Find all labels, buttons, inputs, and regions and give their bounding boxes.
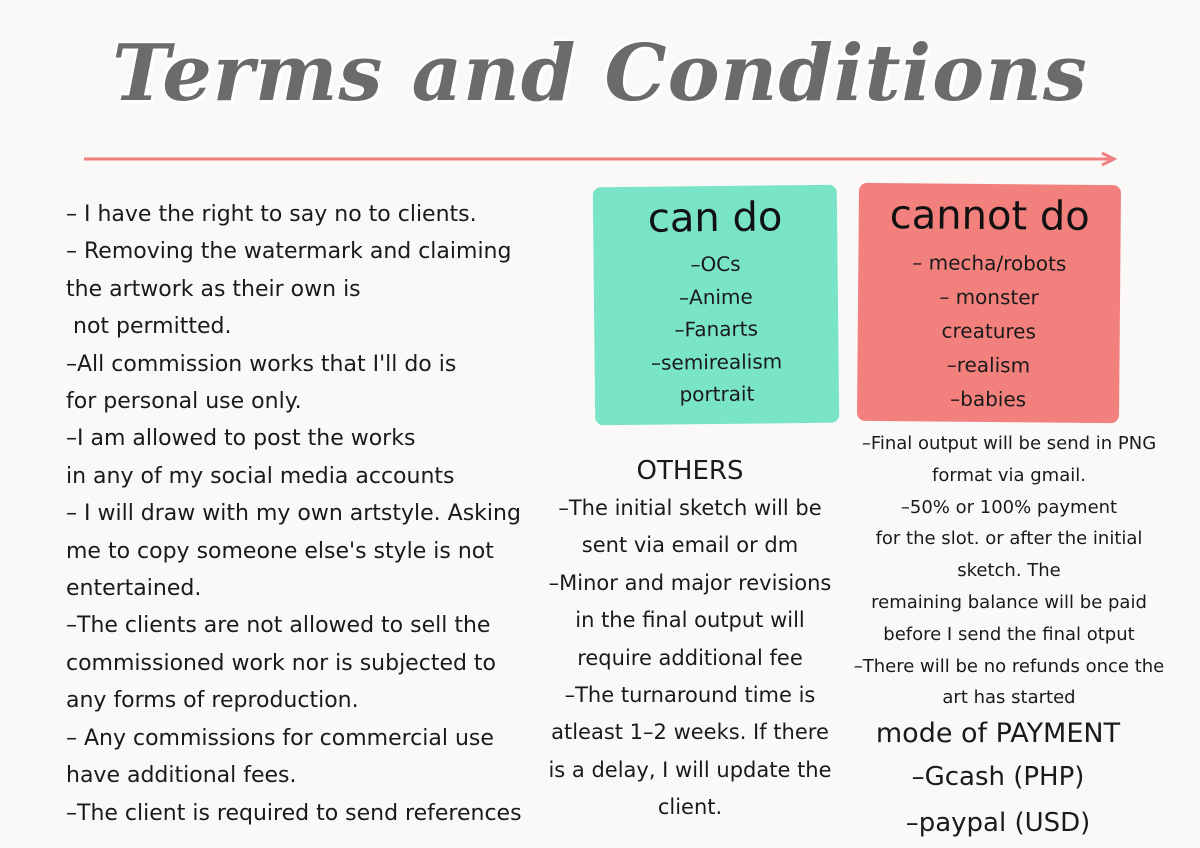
- term-line: commissioned work nor is subjected to: [66, 650, 497, 676]
- cannot-do-item: –realism: [946, 352, 1031, 378]
- term-line: for personal use only.: [66, 389, 302, 415]
- output-notes: [846, 428, 1172, 714]
- others-line: require additional fee: [577, 645, 803, 670]
- page-title: Terms and Conditions: [112, 28, 1088, 119]
- payment-method: –paypal (USD): [905, 808, 1091, 838]
- can-do-heading: can do: [647, 194, 783, 242]
- term-line: in any of my social media accounts: [66, 463, 455, 489]
- can-do-box: [593, 185, 839, 426]
- output-note-line: art has started: [942, 687, 1076, 709]
- term-line: – I will draw with my own artstyle. Asking: [66, 501, 521, 527]
- others-line: –The initial sketch will be: [558, 496, 822, 520]
- others-line: –The turnaround time is: [564, 683, 816, 708]
- can-do-item: –semirealism: [650, 348, 783, 375]
- others-line: client.: [657, 795, 723, 820]
- output-note-line: –50% or 100% payment: [900, 496, 1118, 518]
- output-note-line: for the slot. or after the initial: [875, 528, 1143, 550]
- term-line: entertained.: [66, 576, 202, 602]
- terms-list: [66, 196, 546, 832]
- can-do-item: –Anime: [678, 284, 753, 309]
- others-line: –Minor and major revisions: [548, 570, 832, 595]
- term-line: – I have the right to say no to clients.: [66, 202, 477, 227]
- term-line: –The client is required to send references: [66, 800, 522, 826]
- cannot-do-box: [857, 183, 1121, 423]
- output-note-line: before I send the final otput: [883, 623, 1135, 645]
- others-line: sent via email or dm: [581, 533, 799, 558]
- payment-section: [850, 714, 1146, 846]
- can-do-item: –OCs: [690, 251, 741, 277]
- cannot-do-item: – monster: [939, 284, 1039, 310]
- payment-method: –Gcash (PHP): [911, 762, 1085, 792]
- cannot-do-heading: cannot do: [889, 192, 1090, 240]
- cannot-do-item: creatures: [941, 318, 1037, 344]
- term-line: not permitted.: [66, 314, 232, 340]
- others-line: atleast 1–2 weeks. If there: [551, 720, 829, 745]
- term-line: the artwork as their own is: [66, 276, 361, 302]
- term-line: any forms of reproduction.: [66, 688, 359, 714]
- term-line: –The clients are not allowed to sell the: [66, 613, 491, 639]
- output-note-line: format via gmail.: [932, 464, 1086, 486]
- can-do-item: portrait: [679, 381, 755, 407]
- term-line: – Any commissions for commercial use: [66, 725, 494, 751]
- output-note-line: remaining balance will be paid: [871, 591, 1147, 613]
- term-line: have additional fees.: [66, 763, 297, 789]
- cannot-do-item: – mecha/robots: [912, 250, 1067, 276]
- term-line: – Removing the watermark and claiming: [66, 239, 512, 265]
- output-note-line: –Final output will be send in PNG: [861, 433, 1157, 454]
- others-line: in the final output will: [575, 608, 805, 633]
- others-line: is a delay, I will update the: [548, 757, 832, 782]
- term-line: me to copy someone else's style is not: [66, 538, 494, 564]
- title-divider-arrow: [84, 150, 1124, 170]
- can-do-item: –Fanarts: [674, 316, 759, 342]
- others-heading: OTHERS: [636, 456, 744, 486]
- output-note-line: –There will be no refunds once the: [853, 655, 1165, 677]
- term-line: –I am allowed to post the works: [66, 426, 416, 452]
- output-note-line: sketch. The: [957, 560, 1061, 582]
- payment-heading: mode of PAYMENT: [875, 718, 1121, 749]
- cannot-do-item: –babies: [950, 386, 1027, 412]
- term-line: –All commission works that I'll do is: [66, 351, 457, 377]
- others-section: [540, 454, 840, 827]
